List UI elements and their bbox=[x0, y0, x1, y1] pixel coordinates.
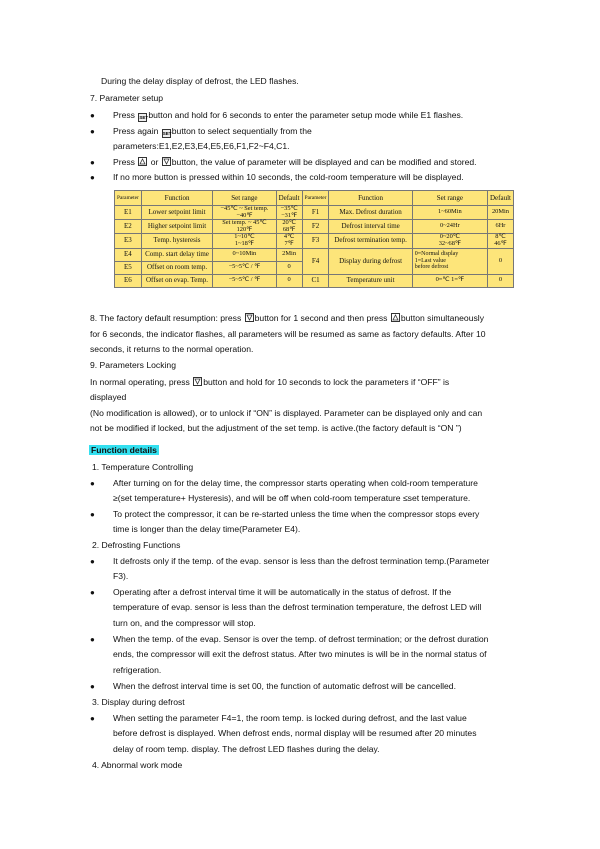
set-button-icon: SET bbox=[162, 131, 172, 136]
fd-s3-heading: 3. Display during defrost bbox=[92, 697, 185, 707]
param-default-cell: 2Min bbox=[276, 248, 302, 261]
param-range-cell: −5~5℃ / ℉ bbox=[213, 261, 276, 274]
table-header-cell: Parameter bbox=[115, 191, 142, 206]
param-range-cell: 0~10Min bbox=[213, 248, 276, 261]
bullet-mark: ● bbox=[90, 111, 95, 120]
section7-heading: 7. Parameter setup bbox=[90, 93, 164, 103]
bullet-mark: ● bbox=[90, 173, 95, 182]
fd-s1-heading: 1. Temperature Controlling bbox=[92, 462, 194, 472]
param-code-cell: C1 bbox=[302, 274, 329, 287]
bullet-mark: ● bbox=[90, 557, 95, 566]
fd-s3-b1-line1: When setting the parameter F4=1, the room temp. is locked during defrost, and the last value bbox=[113, 713, 467, 723]
section9-line2: displayed bbox=[90, 392, 127, 402]
param-range-cell: 0~20℃ 32~68℉ bbox=[412, 234, 487, 248]
section7-bullet2-line2: parameters:E1,E2,E3,E4,E5,E6,F1,F2~F4,C1. bbox=[113, 141, 290, 151]
fd-s1-b1-line2: ≥(set temperature+ Hysteresis), and will be off when cold-room temperature ≤set temperature. bbox=[113, 493, 471, 503]
section8-line3: seconds, it returns to the normal operation. bbox=[90, 344, 254, 354]
fd-s2-heading: 2. Defrosting Functions bbox=[92, 540, 181, 550]
param-function-cell: Temperature unit bbox=[329, 274, 412, 287]
param-range-cell: 1~10℃ 1~18℉ bbox=[213, 234, 276, 248]
param-range-cell: −5~5℃ / ℉ bbox=[213, 274, 276, 287]
table-header-row bbox=[115, 191, 514, 206]
parameter-table bbox=[114, 190, 514, 288]
param-function-cell: Max. Defrost duration bbox=[329, 206, 412, 220]
fd-s2-b3-line2: ends, the compressor will exit the defrost status. After two minutes is will be in the normal status of bbox=[113, 649, 487, 659]
table-header-cell: Default bbox=[276, 191, 302, 206]
param-default-cell: −35℃ −31℉ bbox=[276, 206, 302, 220]
section7-bullet4: If no more button is pressed within 10 seconds, the cold-room temperature will be displayed. bbox=[113, 172, 464, 182]
param-code-cell: F1 bbox=[302, 206, 329, 220]
intro-line: During the delay display of defrost, the LED flashes. bbox=[101, 76, 299, 86]
param-code-cell: F2 bbox=[302, 220, 329, 234]
bullet-mark: ● bbox=[90, 158, 95, 167]
fd-s2-b2-line1: Operating after a defrost interval time it will be automatically in the status of defrost. If the bbox=[113, 587, 452, 597]
param-function-cell: Lower setpoint limit bbox=[141, 206, 212, 220]
param-code-cell: E6 bbox=[115, 274, 142, 287]
param-function-cell: Defrost interval time bbox=[329, 220, 412, 234]
fd-s1-b1-line1: After turning on for the delay time, the compressor starts operating when cold-room temperature bbox=[113, 478, 478, 488]
param-code-cell: F3 bbox=[302, 234, 329, 248]
fd-s1-b2-line1: To protect the compressor, it can be re-started unless the time when the compressor stops every bbox=[113, 509, 480, 519]
param-code-cell: E4 bbox=[115, 248, 142, 261]
fd-s2-b3-line3: refrigeration. bbox=[113, 665, 162, 675]
param-default-cell: 0 bbox=[276, 261, 302, 274]
param-default-cell: 4℃ 7℉ bbox=[276, 234, 302, 248]
down-arrow-button-icon bbox=[193, 377, 202, 386]
fd-s2-b2-line3: turn on, and the compressor will stop. bbox=[113, 618, 256, 628]
down-arrow-button-icon bbox=[162, 157, 171, 166]
param-default-cell: 8℃ 46℉ bbox=[487, 234, 513, 248]
bullet-mark: ● bbox=[90, 510, 95, 519]
bullet-mark: ● bbox=[90, 635, 95, 644]
param-range-cell: 1~60Min bbox=[412, 206, 487, 220]
param-range-cell: 0~24Hr bbox=[412, 220, 487, 234]
section7-bullet1: Press SETbutton and hold for 6 seconds to enter the parameter setup mode while E1 flashes. bbox=[113, 110, 464, 120]
section8-line2: for 6 seconds, the indicator flashes, all parameters will be resumed as same as factory defaults. After 10 bbox=[90, 329, 486, 339]
section7-bullet3: Press or button, the value of parameter will be displayed and can be modified and stored. bbox=[113, 157, 477, 167]
set-button-icon: SET bbox=[139, 115, 149, 120]
table-header-cell: Set range bbox=[213, 191, 276, 206]
table-header-cell: Set range bbox=[412, 191, 487, 206]
fd-s2-b1-line2: F3). bbox=[113, 571, 129, 581]
bullet-mark: ● bbox=[90, 479, 95, 488]
section8-line1: 8. The factory default resumption: press button for 1 second and then press button simultaneously bbox=[90, 313, 484, 323]
param-range-cell: −45℃ ~ Set temp. −40℉ bbox=[213, 206, 276, 220]
table-row bbox=[115, 274, 514, 287]
param-function-cell: Higher setpoint limit bbox=[141, 220, 212, 234]
param-function-cell: Offset on room temp. bbox=[141, 261, 212, 274]
function-details-heading: Function details bbox=[91, 445, 157, 455]
fd-s2-b3-line1: When the temp. of the evap. Sensor is over the temp. of defrost termination; or the defrost duration bbox=[113, 634, 489, 644]
param-default-cell: 20Min bbox=[487, 206, 513, 220]
bullet-mark: ● bbox=[90, 682, 95, 691]
section7-bullet2: Press again SETbutton to select sequentially from the bbox=[113, 126, 312, 136]
bullet-mark: ● bbox=[90, 588, 95, 597]
param-function-cell: Display during defrost bbox=[329, 248, 412, 274]
bullet-mark: ● bbox=[90, 714, 95, 723]
table-row bbox=[115, 206, 514, 220]
param-default-cell: 0 bbox=[487, 274, 513, 287]
param-function-cell: Comp. start delay time bbox=[141, 248, 212, 261]
section9-line3: (No modification is allowed), or to unlock if “ON” is displayed. Parameter can be displayed only and can bbox=[90, 408, 483, 418]
param-function-cell: Defrost termination temp. bbox=[329, 234, 412, 248]
bullet-mark: ● bbox=[90, 127, 95, 136]
param-function-cell: Temp. hysteresis bbox=[141, 234, 212, 248]
param-function-cell: Offset on evap. Temp. bbox=[141, 274, 212, 287]
table-row bbox=[115, 220, 514, 234]
section9-heading: 9. Parameters Locking bbox=[90, 360, 176, 370]
up-arrow-button-icon bbox=[138, 157, 147, 166]
section9-line4: not be modified if locked, but the adjustment of the set temp. is active.(the factory default is “ON ”) bbox=[90, 423, 462, 433]
param-default-cell: 0 bbox=[487, 248, 513, 274]
table-header-cell: Function bbox=[329, 191, 412, 206]
table-header-cell: Function bbox=[141, 191, 212, 206]
param-default-cell: 0 bbox=[276, 274, 302, 287]
fd-s2-b2-line2: temperature of evap. sensor is less than the defrost termination temperature, the defrost LED will bbox=[113, 602, 482, 612]
section9-line1: In normal operating, press button and hold for 10 seconds to lock the parameters if “OFF” is bbox=[90, 377, 450, 387]
fd-s3-b1-line3: delay of room temp. display. The defrost LED flashes during the delay. bbox=[113, 744, 380, 754]
fd-s4-heading: 4. Abnormal work mode bbox=[92, 760, 183, 770]
fd-s2-b1-line1: It defrosts only if the temp. of the evap. sensor is less than the defrost termination temp.(Parameter bbox=[113, 556, 490, 566]
fd-s3-b1-line2: before defrost is displayed. When defrost ends, normal display will be resumed after 20 minutes bbox=[113, 728, 477, 738]
param-code-cell: E2 bbox=[115, 220, 142, 234]
table-header-cell: Default bbox=[487, 191, 513, 206]
param-range-cell: 0=Normal display 1=Last value before defrost bbox=[412, 248, 487, 274]
param-code-cell: F4 bbox=[302, 248, 329, 274]
up-arrow-button-icon bbox=[391, 313, 400, 322]
param-code-cell: E1 bbox=[115, 206, 142, 220]
table-header-cell: Parameter bbox=[302, 191, 329, 206]
param-default-cell: 6Hr bbox=[487, 220, 513, 234]
fd-s1-b2-line2: time is longer than the delay time(Parameter E4). bbox=[113, 524, 301, 534]
param-code-cell: E5 bbox=[115, 261, 142, 274]
param-range-cell: 0=℃ 1=℉ bbox=[412, 274, 487, 287]
table-row bbox=[115, 234, 514, 248]
table-row bbox=[115, 248, 514, 261]
param-code-cell: E3 bbox=[115, 234, 142, 248]
param-default-cell: 20℃ 68℉ bbox=[276, 220, 302, 234]
down-arrow-button-icon bbox=[245, 313, 254, 322]
param-range-cell: Set temp. ~ 45℃ 120℉ bbox=[213, 220, 276, 234]
fd-s2-b4: When the defrost interval time is set 00, the function of automatic defrost will be cancelled. bbox=[113, 681, 456, 691]
